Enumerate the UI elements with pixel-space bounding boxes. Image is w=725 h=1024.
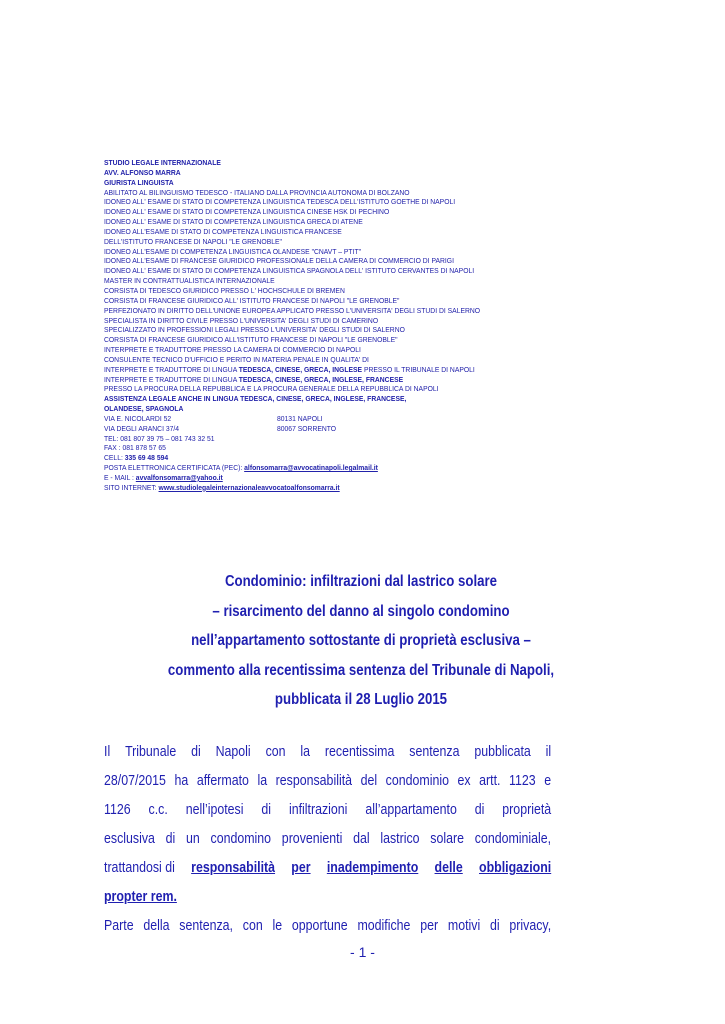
body-word: la xyxy=(257,773,268,789)
body-word: del xyxy=(360,773,378,789)
title-line: nell’appartamento sottostante di proprietà esclusiva – xyxy=(191,632,531,650)
body-word-emphasis: inadempimento xyxy=(326,860,419,876)
body-word: di xyxy=(489,918,500,934)
address-street: VIA E. NICOLARDI 52 xyxy=(104,413,172,423)
body-word-emphasis: delle xyxy=(434,860,463,876)
address-city: 80067 SORRENTO xyxy=(276,423,337,433)
pec-label: POSTA ELETTRONICA CERTIFICATA (PEC): xyxy=(104,463,245,473)
title-line: pubblicata il 28 Luglio 2015 xyxy=(274,691,448,709)
body-word: Parte xyxy=(104,918,134,934)
assistance-line-2: OLANDESE, SPAGNOLA xyxy=(104,404,184,414)
body-word: c.c. xyxy=(148,802,168,818)
body-word: recentissima xyxy=(324,744,395,760)
lawyer-role: GIURISTA LINGUISTA xyxy=(104,177,174,187)
website xyxy=(104,483,532,493)
body-word: della xyxy=(143,918,170,934)
interp1-languages: TEDESCA, CINESE, GRECA, INGLESE xyxy=(238,364,363,374)
body-word: di xyxy=(474,802,485,818)
website-label: SITO INTERNET: xyxy=(104,482,159,492)
pec-link[interactable]: alfonsomarra@avvocatinapoli.legalmail.it xyxy=(244,463,378,473)
qualification-line: PERFEZIONATO IN DIRITTO DELL'UNIONE EUROPEA APPLICATO PRESSO L'UNIVERSITA' DEGLI STUDI DI SALERNO xyxy=(104,305,481,315)
pec xyxy=(104,463,532,473)
qualification-list xyxy=(104,188,532,365)
qualification-line: IDONEO ALL' ESAME DI STATO DI COMPETENZA LINGUISTICA TEDESCA DELL'ISTITUTO GOETHE DI NAPOLI xyxy=(104,197,456,207)
interp2-languages: TEDESCA, CINESE, GRECA, INGLESE, FRANCESE xyxy=(238,374,404,384)
interp1-post: PRESSO IL TRIBUNALE DI NAPOLI xyxy=(362,364,475,374)
body-word: esclusiva xyxy=(104,831,155,847)
qualification-line: IDONEO ALL' ESAME DI STATO DI COMPETENZA LINGUISTICA SPAGNOLA DELL' ISTITUTO CERVANTES DI NAPOLI xyxy=(104,266,475,276)
body-word: con xyxy=(265,744,286,760)
address-napoli xyxy=(104,414,532,424)
address-sorrento xyxy=(104,424,532,434)
body-word: ha xyxy=(174,773,189,789)
body-word: artt. xyxy=(479,773,501,789)
cell-label: CELL: xyxy=(104,453,125,463)
qualification-line: MASTER IN CONTRATTUALISTICA INTERNAZIONALE xyxy=(104,276,275,286)
email-label: E - MAIL : xyxy=(104,473,136,482)
body-word: solare xyxy=(430,831,465,847)
body-word: di xyxy=(165,831,176,847)
body-word: 1123 xyxy=(509,773,536,789)
body-word: responsabilità xyxy=(275,773,353,789)
page-number: - 1 - xyxy=(350,944,375,960)
procura-line: PRESSO LA PROCURA DELLA REPUBBLICA E LA PROCURA GENERALE DELLA REPUBBLICA DI NAPOLI xyxy=(104,384,439,394)
title-line: commento alla recentissima sentenza del Tribunale di Napoli, xyxy=(167,661,555,679)
body-word: motivi xyxy=(447,918,481,934)
body-word: Il xyxy=(104,744,111,760)
body-word: condominio xyxy=(385,773,449,789)
body-word: condominiale, xyxy=(474,831,552,847)
body-word: di xyxy=(191,744,201,760)
body-word: 1126 xyxy=(104,802,131,818)
body-word: provenienti xyxy=(281,831,343,847)
body-word: la xyxy=(300,744,311,760)
body-line xyxy=(104,767,551,796)
body-word-emphasis: obbligazioni xyxy=(479,860,552,876)
assistance-line-1: ASSISTENZA LEGALE ANCHE IN LINGUA TEDESCA, CINESE, GRECA, INGLESE, FRANCESE, xyxy=(104,394,407,404)
body-word: Napoli xyxy=(215,744,251,760)
body-word: proprietà xyxy=(502,802,552,818)
propter-rem: propter rem. xyxy=(104,889,177,905)
interp1-pre: INTERPRETE E TRADUTTORE DI LINGUA xyxy=(104,364,239,374)
body-line xyxy=(104,796,551,825)
body-word: infiltrazioni xyxy=(288,802,348,818)
body-word: un xyxy=(186,831,200,847)
qualification-line: IDONEO ALL' ESAME DI STATO DI COMPETENZA LINGUISTICA GRECA DI ATENE xyxy=(104,217,363,227)
body-line xyxy=(104,854,551,883)
body-line xyxy=(104,912,551,941)
qualification-line: CONSULENTE TECNICO D'UFFICIO E PERITO IN MATERIA PENALE IN QUALITA' DI xyxy=(104,354,369,364)
body-word: modifiche xyxy=(357,918,411,934)
qualification-line: CORSISTA DI FRANCESE GIURIDICO ALL' ISTITUTO FRANCESE DI NAPOLI "LE GRENOBLE" xyxy=(104,295,400,305)
article-title xyxy=(85,567,637,715)
cell-number: 335 69 48 594 xyxy=(124,453,169,463)
body-line xyxy=(104,738,551,767)
qualification-line: ABILITATO AL BILINGUISMO TEDESCO - ITALIANO DALLA PROVINCIA AUTONOMA DI BOLZANO xyxy=(104,187,410,197)
qualification-line: IDONEO ALL'ESAME DI COMPETENZA LINGUISTICA OLANDESE "CNAVT – PTIT" xyxy=(104,246,362,256)
title-line: – risarcimento del danno al singolo condomino xyxy=(212,602,510,620)
qualification-line: SPECIALISTA IN DIRITTO CIVILE PRESSO L'UNIVERSITA' DEGLI STUDI DI CAMERINO xyxy=(104,315,379,325)
body-phrase: trattandosi di xyxy=(104,860,175,876)
interpreter-line-1 xyxy=(104,365,532,375)
email-link[interactable]: avvalfonsomarra@yahoo.it xyxy=(135,473,223,482)
body-word: sentenza xyxy=(409,744,460,760)
body-word: Tribunale xyxy=(125,744,177,760)
body-word: affermato xyxy=(196,773,249,789)
body-word-emphasis: per xyxy=(291,860,311,876)
body-word: lastrico xyxy=(380,831,420,847)
studio-name: STUDIO LEGALE INTERNAZIONALE xyxy=(104,158,221,167)
fax: FAX : 081 878 57 65 xyxy=(104,443,166,453)
qualification-line: IDONEO ALL'ESAME DI STATO DI COMPETENZA LINGUISTICA FRANCESE xyxy=(104,226,342,236)
website-link[interactable]: www.studiolegaleinternazionaleavvocatoalfonsomarra.it xyxy=(158,482,340,492)
qualification-line: SPECIALIZZATO IN PROFESSIONI LEGALI PRESSO L'UNIVERSITA' DEGLI STUDI DI SALERNO xyxy=(104,325,405,335)
body-word: 28/07/2015 xyxy=(104,773,166,789)
body-word: di xyxy=(261,802,272,818)
letterhead xyxy=(104,158,532,493)
article-body xyxy=(104,738,551,941)
body-word: le xyxy=(272,918,283,934)
body-word: con xyxy=(242,918,263,934)
body-word: sentenza, xyxy=(179,918,233,934)
body-word: privacy, xyxy=(509,918,552,934)
body-word: condomino xyxy=(210,831,272,847)
body-word: e xyxy=(544,773,552,789)
qualification-line: IDONEO ALL' ESAME DI STATO DI COMPETENZA LINGUISTICA CINESE HSK DI PECHINO xyxy=(104,207,390,217)
body-word-emphasis: responsabilità xyxy=(191,860,276,876)
qualification-line: CORSISTA DI FRANCESE GIURIDICO ALL'ISTITUTO FRANCESE DI NAPOLI "LE GRENOBLE" xyxy=(104,335,398,345)
qualification-line: DELL'ISTITUTO FRANCESE DI NAPOLI "LE GRENOBLE" xyxy=(104,236,282,246)
email xyxy=(104,473,532,483)
body-word: opportune xyxy=(291,918,348,934)
telephone: TEL: 081 807 39 75 – 081 743 32 51 xyxy=(104,433,215,443)
interp2-pre: INTERPRETE E TRADUTTORE DI LINGUA xyxy=(104,374,239,384)
body-word: per xyxy=(420,918,439,934)
body-word: il xyxy=(545,744,552,760)
body-word: nell’ipotesi xyxy=(185,802,244,818)
body-line xyxy=(104,883,551,912)
cellphone xyxy=(104,453,532,463)
body-word: dal xyxy=(353,831,370,847)
qualification-line: IDONEO ALL'ESAME DI FRANCESE GIURIDICO PROFESSIONALE DELLA CAMERA DI COMMERCIO DI PARIGI xyxy=(104,256,454,266)
address-city: 80131 NAPOLI xyxy=(276,413,323,423)
lawyer-name: AVV. ALFONSO MARRA xyxy=(104,167,181,177)
body-word: all’appartamento xyxy=(365,802,457,818)
body-word: pubblicata xyxy=(474,744,531,760)
body-word: ex xyxy=(457,773,471,789)
address-street: VIA DEGLI ARANCI 37/4 xyxy=(104,423,180,433)
qualification-line: INTERPRETE E TRADUTTORE PRESSO LA CAMERA DI COMMERCIO DI NAPOLI xyxy=(104,345,361,355)
title-line: Condominio: infiltrazioni dal lastrico solare xyxy=(224,573,498,590)
interpreter-line-2 xyxy=(104,375,532,385)
qualification-line: CORSISTA DI TEDESCO GIURIDICO PRESSO L' HOCHSCHULE DI BREMEN xyxy=(104,285,345,295)
body-line xyxy=(104,825,551,854)
